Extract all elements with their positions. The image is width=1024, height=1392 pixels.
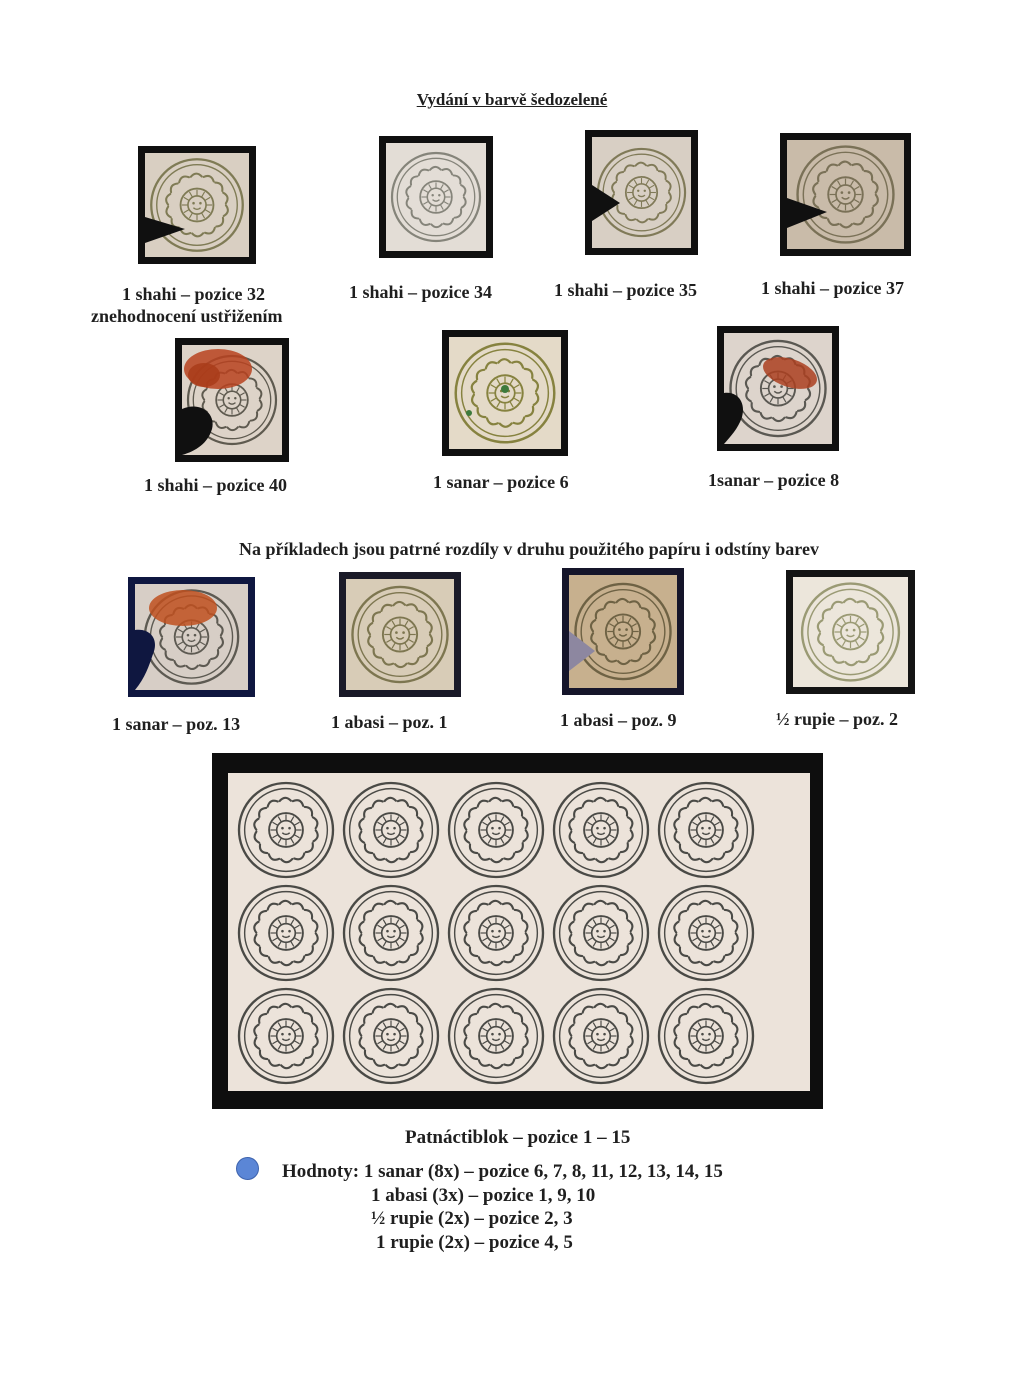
block-stamp — [449, 989, 543, 1083]
stamp-half-rupie-pos-2 — [786, 570, 915, 694]
block-stamp — [659, 886, 753, 980]
stamp-1-sanar-pos-13 — [128, 577, 255, 697]
stamp-1-sanar-pos-6 — [442, 330, 568, 456]
block-stamp — [449, 783, 543, 877]
stamp-sun-face-icon — [386, 143, 486, 251]
caption-abasi-pos-9: 1 abasi – poz. 9 — [560, 710, 677, 730]
stamp-1-shahi-pos-37 — [780, 133, 911, 256]
stamp-1-shahi-pos-40 — [175, 338, 289, 462]
bullet-dot-icon — [236, 1157, 259, 1180]
block-stamp — [344, 886, 438, 980]
stamp-sun-face-icon — [346, 579, 454, 690]
caption-pos-37: 1 shahi – pozice 37 — [761, 278, 905, 298]
stamp-sun-face-icon — [592, 137, 691, 248]
stamp-1-shahi-pos-32 — [138, 146, 256, 264]
stamp-sun-face-icon — [135, 584, 248, 690]
stamp-sun-face-icon — [787, 140, 904, 249]
stamp-1-shahi-pos-34 — [379, 136, 493, 258]
values-line-3: ½ rupie (2x) – pozice 2, 3 — [371, 1208, 573, 1229]
caption-pos-40: 1 shahi – pozice 40 — [144, 475, 288, 495]
block-stamp — [239, 886, 333, 980]
block-stamp — [554, 783, 648, 877]
stamp-1-sanar-pos-8 — [717, 326, 839, 451]
values-line-1: Hodnoty: 1 sanar (8x) – pozice 6, 7, 8, 11, 12, 13, 14, 15 — [282, 1161, 723, 1182]
stamp-1-abasi-pos-1 — [339, 572, 461, 697]
block-of-fifteen-stamps — [212, 753, 823, 1109]
block-stamp — [239, 783, 333, 877]
caption-pos-32-note: znehodnocení ustřižením — [91, 306, 283, 326]
caption-pos-32: 1 shahi – pozice 32 — [122, 284, 266, 304]
block-stamp — [659, 783, 753, 877]
block-caption: Patnáctiblok – pozice 1 – 15 — [405, 1127, 631, 1148]
caption-sanar-pos-6: 1 sanar – pozice 6 — [433, 472, 569, 492]
block-stamp — [554, 989, 648, 1083]
stamp-sun-face-icon — [793, 577, 908, 687]
block-stamp — [554, 886, 648, 980]
block-stamp — [659, 989, 753, 1083]
stamp-sun-face-icon — [569, 575, 677, 688]
stamp-sun-face-icon — [182, 345, 282, 455]
stamp-1-shahi-pos-35 — [585, 130, 698, 255]
stamp-1-abasi-pos-9 — [562, 568, 684, 695]
caption-abasi-pos-1: 1 abasi – poz. 1 — [331, 712, 448, 732]
block-stamp — [344, 989, 438, 1083]
block-stamp — [344, 783, 438, 877]
block-stamp-grid — [228, 773, 810, 1091]
block-stamp — [449, 886, 543, 980]
caption-sanar-pos-8: 1sanar – pozice 8 — [708, 470, 840, 490]
section-heading-paper-differences: Na příkladech jsou patrné rozdíly v druhu použitého papíru i odstíny barev — [239, 539, 819, 559]
values-line-2: 1 abasi (3x) – pozice 1, 9, 10 — [371, 1185, 596, 1206]
caption-pos-34: 1 shahi – pozice 34 — [349, 282, 493, 302]
caption-pos-35: 1 shahi – pozice 35 — [554, 280, 698, 300]
stamp-sun-face-icon — [449, 337, 561, 449]
block-stamp — [239, 989, 333, 1083]
caption-sanar-pos-13: 1 sanar – poz. 13 — [112, 714, 241, 734]
values-line-4: 1 rupie (2x) – pozice 4, 5 — [376, 1232, 573, 1253]
stamp-sun-face-icon — [724, 333, 832, 444]
caption-half-rupie-pos-2: ½ rupie – poz. 2 — [776, 709, 899, 729]
stamp-sun-face-icon — [145, 153, 249, 257]
page-title: Vydání v barvě šedozelené — [416, 90, 608, 109]
